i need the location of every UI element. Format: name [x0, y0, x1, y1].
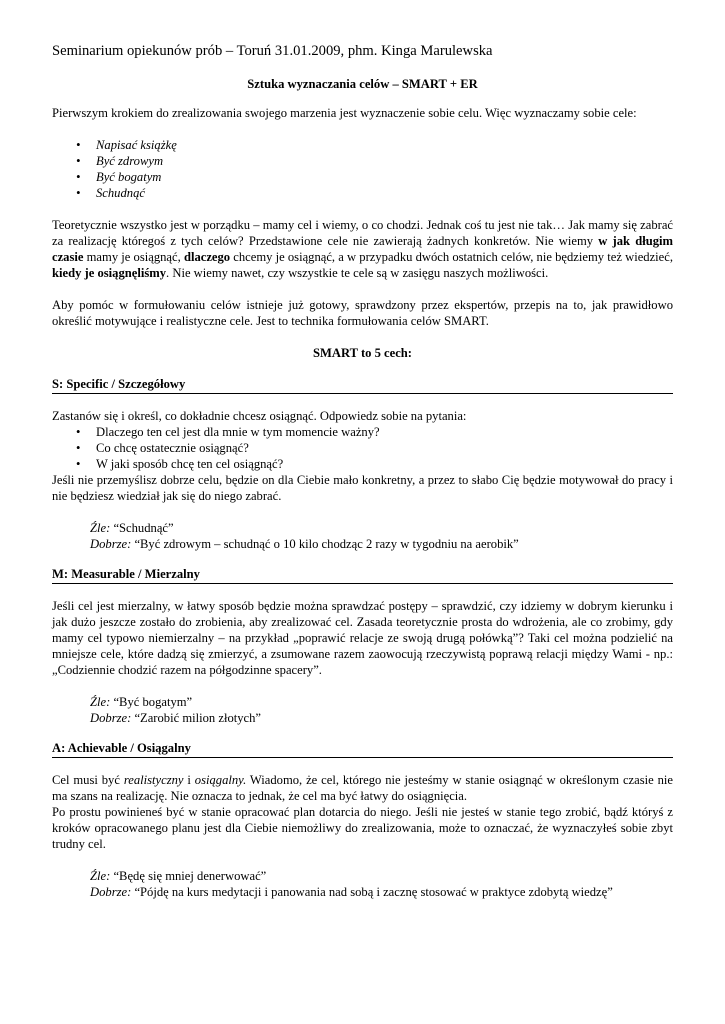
- specific-examples: [52, 520, 673, 552]
- specific-intro: Zastanów się i określ, co dokładnie chcesz osiągnąć. Odpowiedz sobie na pytania:: [52, 409, 467, 423]
- good-example: “Być zdrowym – schudnąć o 10 kilo chodząc 2 razy w tygodniu na aerobik”: [134, 537, 519, 551]
- list-item: • Co chcę ostatecznie osiągnąć?: [96, 440, 673, 456]
- list-item: • Być zdrowym: [96, 153, 673, 169]
- specific-questions-list: [52, 424, 673, 472]
- bad-example: “Będę się mniej denerwować”: [113, 869, 267, 883]
- good-label: Dobrze:: [90, 537, 132, 551]
- section-heading-measurable: M: Measurable / Mierzalny: [52, 566, 673, 584]
- good-example: “Zarobić milion złotych”: [134, 711, 262, 725]
- good-label: Dobrze:: [90, 885, 132, 899]
- achievable-text-2: Po prostu powinieneś być w stanie opracować plan dotarcia do niego. Jeśli nie jesteś w stanie tego zrobić, bądź któryś z kroków opracowanego planu jest dla Ciebie niemożliwy do zrealizowania, może to oznaczać, że wyznaczyłeś sobie zbyt trudny cel.: [52, 805, 673, 851]
- section-heading-achievable: A: Achievable / Osiągalny: [52, 740, 673, 758]
- good-example: “Pójdę na kurs medytacji i panowania nad sobą i zacznę stosować w praktyce zdobytą wiedzę”: [134, 885, 613, 899]
- smart-intro-paragraph: Aby pomóc w formułowaniu celów istnieje już gotowy, sprawdzony przez ekspertów, przepis na to, jak prawidłowo określić motywujące i realistyczne cele. Jest to technika formułowania celów SMART.: [52, 298, 673, 328]
- document-title: Sztuka wyznaczania celów – SMART + ER: [247, 77, 478, 91]
- bad-label: Źle:: [90, 521, 111, 535]
- problem-paragraph: Teoretycznie wszystko jest w porządku – mamy cel i wiemy, o co chodzi. Jednak coś tu jest nie tak… Jak mamy się zabrać za realizację któregoś z tych celów? Przedstawione cele nie zawierają żadnych konkretów. Nie wiemy w jak długim czasie mamy je osiągnąć, dlaczego chcemy je osiągnąć, a w przypadku dwóch ostatnich celów, nie będziemy też wiedzieć, kiedy je osiągnęliśmy. Nie wiemy nawet, czy wszystkie te cele są w zasięgu naszych możliwości.: [52, 218, 673, 280]
- good-label: Dobrze:: [90, 711, 132, 725]
- goals-list: [52, 137, 673, 201]
- measurable-examples: [52, 694, 673, 726]
- bad-label: Źle:: [90, 695, 111, 709]
- list-item: • Być bogatym: [96, 169, 673, 185]
- bad-label: Źle:: [90, 869, 111, 883]
- list-item: • W jaki sposób chcę ten cel osiągnąć?: [96, 456, 673, 472]
- achievable-examples: [52, 868, 673, 900]
- list-item: • Napisać książkę: [96, 137, 673, 153]
- page-header: Seminarium opiekunów prób – Toruń 31.01.2009, phm. Kinga Marulewska: [52, 43, 493, 59]
- bad-example: “Być bogatym”: [113, 695, 193, 709]
- smart-heading: SMART to 5 cech:: [312, 346, 412, 360]
- section-heading-specific: S: Specific / Szczegółowy: [52, 376, 673, 394]
- measurable-text: Jeśli cel jest mierzalny, w łatwy sposób będzie można sprawdzać postępy – sprawdzić, czy idziemy w dobrym kierunku i jak dużo jeszcze zostało do zrobienia, aby zrealizować cel. Zasada teoretycznie prosta do wdrożenia, ale co zrobimy, gdy mamy cel typowo niemierzalny – na przykład „poprawić relacje ze swoją drugą połówką”? Taki cel można podzielić na mniejsze cele, które dadzą się zmierzyć, a zsumowane razem zaowocują rzeczywistą poprawą relacji między Wami - np.: „Codziennie chodzić razem na półgodzinne spacery”.: [52, 599, 673, 677]
- achievable-text: Cel musi być realistyczny i osiągalny. Wiadomo, że cel, którego nie jesteśmy w stanie osiągnąć w określonym czasie nie ma szans na realizację. Nie oznacza to jednak, że cel ma być łatwy do osiągnięcia.: [52, 773, 673, 803]
- bad-example: “Schudnąć”: [113, 521, 174, 535]
- list-item: • Dlaczego ten cel jest dla mnie w tym momencie ważny?: [96, 424, 673, 440]
- intro-paragraph: Pierwszym krokiem do zrealizowania swojego marzenia jest wyznaczenie sobie celu. Więc wyznaczamy sobie cele:: [52, 106, 637, 120]
- list-item: • Schudnąć: [96, 185, 673, 201]
- specific-text: Jeśli nie przemyślisz dobrze celu, będzie on dla Ciebie mało konkretny, a przez to słabo Cię będzie motywował do pracy i nie będziesz wiedział jak się do niego zabrać.: [52, 473, 673, 503]
